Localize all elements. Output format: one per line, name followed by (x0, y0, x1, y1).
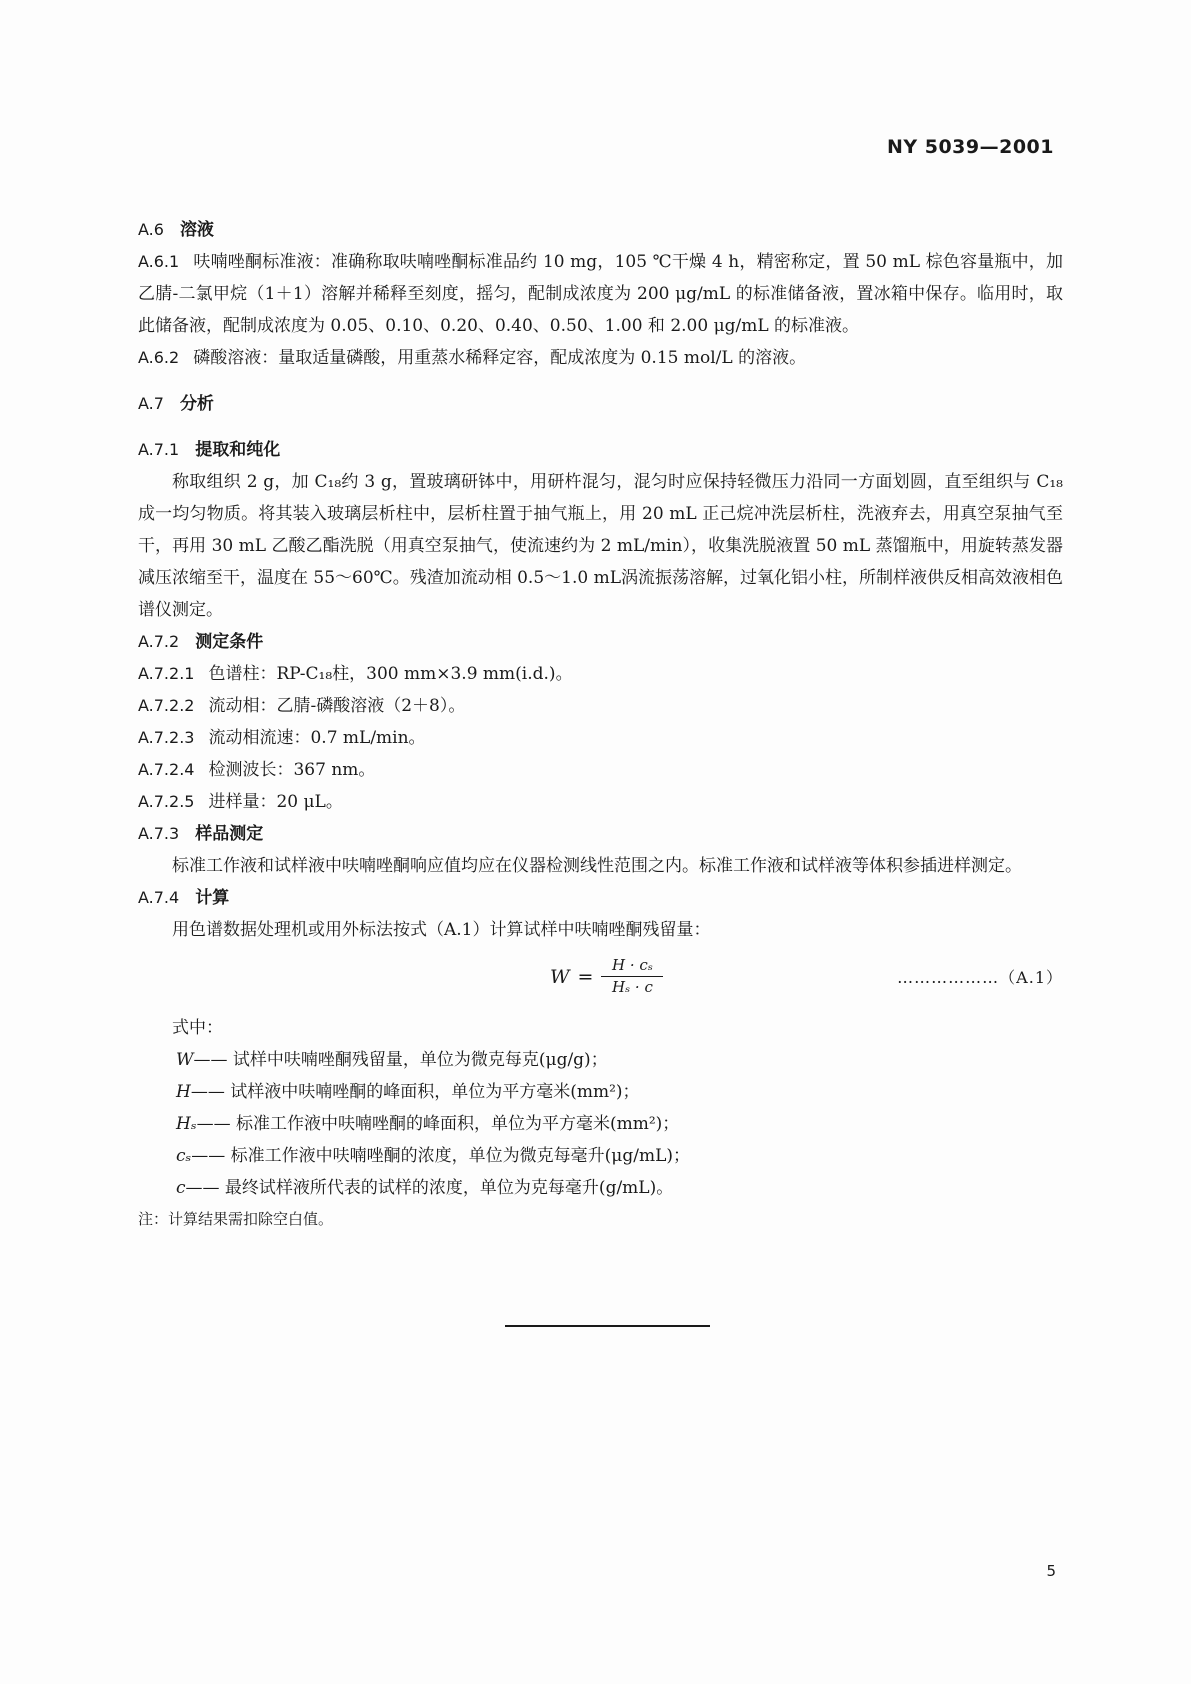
condition-text: 检测波长：367 nm。 (208, 760, 376, 780)
condition-text: 色谱柱：RP-C₁₈柱，300 mm×3.9 mm(i.d.)。 (208, 664, 573, 684)
variable-definition (138, 1076, 1063, 1108)
condition-text: 进样量：20 μL。 (208, 792, 343, 812)
equation-label: ………………（A.1） (897, 968, 1063, 987)
formula-fraction (601, 956, 663, 997)
clause-a61 (138, 246, 1063, 342)
variable-symbol: Hₛ (176, 1114, 197, 1134)
clause-text: 呋喃唑酮标准液：准确称取呋喃唑酮标准品约 10 mg，105 ℃干燥 4 h，精密称定，置 50 mL 棕色容量瓶中，加乙腈-二氯甲烷（1＋1）溶解并稀释至刻度，摇匀，配制成浓度为 200 μg/mL 的标准储备液，置冰箱中保存。临用时，取此储备液，配制成浓度为 0.05、0.10、0.20、0.40、0.50、1.00 和 2.00 μg/mL 的标准液。 (138, 252, 1063, 336)
section-number: A.7 (138, 394, 164, 413)
variable-description: —— 最终试样液所代表的试样的浓度，单位为克每毫升(g/mL)。 (185, 1178, 674, 1198)
subsection-title: 样品测定 (195, 824, 264, 844)
section-title: 分析 (179, 394, 214, 414)
variable-symbol: cₛ (176, 1146, 192, 1166)
variable-definition (138, 1108, 1063, 1140)
variable-description: —— 试样中呋喃唑酮残留量，单位为微克每克(μg/g)； (193, 1050, 608, 1070)
condition-item (138, 722, 1063, 754)
standard-code: NY 5039—2001 (886, 136, 1054, 158)
section-heading-a7 (138, 388, 1063, 420)
variable-symbol: W (176, 1050, 194, 1070)
section-title: 溶液 (179, 220, 214, 240)
formula-numerator: H · cₛ (612, 956, 653, 974)
condition-text: 流动相：乙腈-磷酸溶液（2＋8）。 (208, 696, 466, 716)
section-heading-a6 (138, 214, 1063, 246)
condition-number: A.7.2.5 (138, 792, 195, 811)
condition-item (138, 690, 1063, 722)
subsection-heading-a72 (138, 626, 1063, 658)
condition-number: A.7.2.2 (138, 696, 195, 715)
subsection-title: 提取和纯化 (195, 440, 281, 460)
variable-definition (138, 1044, 1063, 1076)
subsection-heading-a71 (138, 434, 1063, 466)
clause-a62 (138, 342, 1063, 374)
formula-denominator: Hₛ · c (612, 978, 653, 996)
variable-symbol: H (176, 1082, 191, 1102)
condition-text: 流动相流速：0.7 mL/min。 (208, 728, 426, 748)
formula (550, 956, 663, 997)
variable-description: —— 标准工作液中呋喃唑酮的峰面积，单位为平方毫米(mm²)； (196, 1114, 680, 1134)
subsection-title: 测定条件 (195, 632, 264, 652)
subsection-heading-a74 (138, 882, 1063, 914)
subsection-number: A.7.4 (138, 888, 180, 907)
end-rule (505, 1325, 710, 1327)
clause-number: A.6.1 (138, 252, 180, 271)
variable-description: —— 标准工作液中呋喃唑酮的浓度，单位为微克每毫升(μg/mL)； (191, 1146, 690, 1166)
subsection-number: A.7.2 (138, 632, 180, 651)
variable-description: —— 试样液中呋喃唑酮的峰面积，单位为平方毫米(mm²)； (190, 1082, 640, 1102)
section-number: A.6 (138, 220, 164, 239)
subsection-number: A.7.3 (138, 824, 180, 843)
variable-symbol: c (176, 1178, 186, 1198)
document-body (138, 214, 1063, 1234)
calculation-intro: 用色谱数据处理机或用外标法按式（A.1）计算试样中呋喃唑酮残留量： (172, 920, 711, 940)
condition-item (138, 786, 1063, 818)
clause-text: 磷酸溶液：量取适量磷酸，用重蒸水稀释定容，配成浓度为 0.15 mol/L 的溶液。 (193, 348, 807, 368)
fraction-bar (601, 976, 663, 977)
condition-number: A.7.2.4 (138, 760, 195, 779)
subsection-number: A.7.1 (138, 440, 180, 459)
equals-sign: = (577, 965, 594, 988)
sample-measurement-paragraph: 标准工作液和试样液中呋喃唑酮响应值均应在仪器检测线性范围之内。标准工作液和试样液等体积参插进样测定。 (172, 856, 1022, 876)
where-label: 式中： (172, 1018, 223, 1038)
subsection-heading-a73 (138, 818, 1063, 850)
formula-lhs: W (550, 965, 570, 988)
condition-number: A.7.2.1 (138, 664, 195, 683)
extraction-paragraph: 称取组织 2 g，加 C₁₈约 3 g，置玻璃研钵中，用研杵混匀，混匀时应保持轻微压力沿同一方面划圆，直至组织与 C₁₈成一均匀物质。将其装入玻璃层析柱中，层析柱置于抽气瓶上，用 20 mL 正己烷冲洗层析柱，洗液弃去，用真空泵抽气至干，再用 30 mL 乙酸乙酯洗脱（用真空泵抽气，使流速约为 2 mL/min），收集洗脱液置 50 mL 蒸馏瓶中，用旋转蒸发器减压浓缩至干，温度在 55～60℃。残渣加流动相 0.5～1.0 mL涡流振荡溶解，过氧化铝小柱，所制样液供反相高效液相色谱仪测定。 (138, 472, 1063, 620)
page-number: 5 (1046, 1562, 1056, 1580)
variable-definition (138, 1172, 1063, 1204)
variable-definition (138, 1140, 1063, 1172)
variable-definitions (138, 1044, 1063, 1204)
subsection-title: 计算 (195, 888, 230, 908)
calculation-note: 注：计算结果需扣除空白值。 (138, 1210, 334, 1228)
formula-row (138, 952, 1063, 1002)
condition-number: A.7.2.3 (138, 728, 195, 747)
condition-item (138, 658, 1063, 690)
clause-number: A.6.2 (138, 348, 180, 367)
condition-item (138, 754, 1063, 786)
